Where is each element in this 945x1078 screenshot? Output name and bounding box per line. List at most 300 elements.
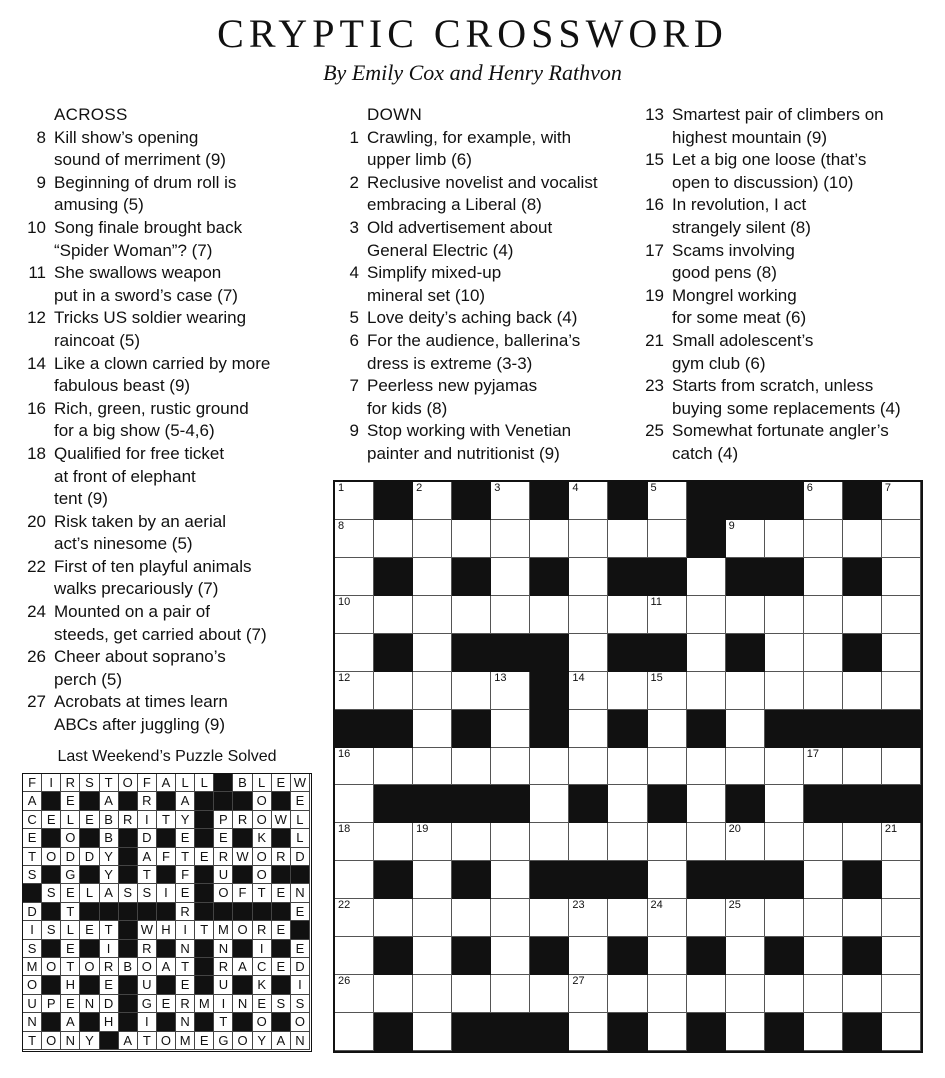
grid-cell[interactable] — [335, 558, 374, 596]
clue-text-line: for kids (8) — [367, 398, 448, 418]
grid-cell[interactable] — [569, 748, 608, 786]
grid-cell[interactable] — [335, 520, 374, 558]
solution-cell: E — [195, 1032, 214, 1050]
grid-cell[interactable] — [491, 482, 530, 520]
solution-block — [272, 940, 291, 958]
clue-text-line: Acrobats at times learn — [54, 692, 228, 712]
grid-cell[interactable] — [765, 975, 804, 1013]
grid-cell[interactable] — [530, 748, 569, 786]
solution-cell: O — [253, 792, 272, 810]
grid-cell[interactable] — [882, 558, 921, 596]
clue-text-line: Stop working with Venetian — [367, 421, 572, 441]
grid-cell[interactable] — [413, 672, 452, 710]
last-weekend-title: Last Weekend’s Puzzle Solved — [57, 748, 277, 765]
solution-cell: D — [138, 829, 157, 847]
clue-across-27 — [22, 691, 312, 736]
grid-block — [374, 482, 413, 520]
grid-cell[interactable] — [452, 823, 491, 861]
grid-cell[interactable] — [726, 937, 765, 975]
grid-cell[interactable] — [413, 482, 452, 520]
solution-cell: C — [253, 958, 272, 976]
clue-across-8 — [22, 127, 312, 172]
grid-cell[interactable] — [413, 861, 452, 899]
cell-number: 22 — [338, 899, 351, 912]
grid-block — [726, 861, 765, 899]
grid-block — [765, 710, 804, 748]
grid-cell[interactable] — [608, 785, 647, 823]
grid-cell[interactable] — [687, 899, 726, 937]
grid-block — [608, 937, 647, 975]
solution-cell: R — [61, 774, 80, 792]
clue-text-line: strangely silent (8) — [672, 217, 811, 237]
solution-cell: D — [23, 903, 42, 921]
solution-block — [119, 792, 138, 810]
solution-cell: D — [291, 958, 310, 976]
grid-cell[interactable] — [374, 672, 413, 710]
grid-cell[interactable] — [413, 748, 452, 786]
grid-cell[interactable] — [687, 596, 726, 634]
solution-cell: I — [253, 940, 272, 958]
grid-cell[interactable] — [452, 748, 491, 786]
solution-cell: N — [176, 940, 195, 958]
cell-number: 16 — [338, 747, 351, 760]
solution-cell: E — [61, 792, 80, 810]
clue-text-line: Kill show’s opening — [54, 127, 199, 147]
grid-cell[interactable] — [335, 785, 374, 823]
grid-block — [452, 937, 491, 975]
grid-cell[interactable] — [648, 482, 687, 520]
grid-cell[interactable] — [413, 710, 452, 748]
grid-cell[interactable] — [804, 975, 843, 1013]
clue-text-line: put in a sword’s case (7) — [54, 285, 238, 305]
clue-down_a-5 — [335, 307, 635, 330]
grid-cell[interactable] — [687, 558, 726, 596]
grid-cell[interactable] — [765, 520, 804, 558]
solution-cell: R — [176, 995, 195, 1013]
clue-down_a-9 — [335, 420, 635, 465]
solution-cell: A — [100, 884, 119, 902]
grid-cell[interactable] — [491, 672, 530, 710]
solution-cell: M — [214, 921, 233, 939]
solution-block — [233, 829, 252, 847]
solution-block — [119, 866, 138, 884]
solution-cell: T — [157, 811, 176, 829]
solution-cell: G — [214, 1032, 233, 1050]
grid-cell[interactable] — [491, 520, 530, 558]
grid-cell[interactable] — [726, 710, 765, 748]
grid-cell[interactable] — [374, 899, 413, 937]
grid-cell[interactable] — [648, 899, 687, 937]
grid-cell[interactable] — [491, 710, 530, 748]
grid-cell[interactable] — [335, 634, 374, 672]
grid-cell[interactable] — [804, 937, 843, 975]
clue-text-line: dress is extreme (3-3) — [367, 353, 533, 373]
grid-cell[interactable] — [648, 823, 687, 861]
solution-block — [233, 1013, 252, 1031]
clue-number: 22 — [27, 556, 46, 576]
clue-text-line: Simplify mixed-up — [367, 263, 502, 283]
solution-cell: R — [233, 811, 252, 829]
grid-cell[interactable] — [569, 520, 608, 558]
solution-block — [195, 940, 214, 958]
grid-block — [726, 558, 765, 596]
grid-cell[interactable] — [374, 596, 413, 634]
clue-text-line: Mounted on a pair of — [54, 602, 210, 622]
grid-cell[interactable] — [687, 823, 726, 861]
grid-cell[interactable] — [608, 596, 647, 634]
solution-cell: E — [214, 829, 233, 847]
grid-cell[interactable] — [530, 785, 569, 823]
clue-text-line: embracing a Liberal (8) — [367, 195, 542, 215]
grid-cell[interactable] — [882, 634, 921, 672]
clue-number: 3 — [349, 217, 359, 237]
grid-cell[interactable] — [648, 861, 687, 899]
grid-cell[interactable] — [569, 710, 608, 748]
grid-cell[interactable] — [804, 899, 843, 937]
solution-cell: O — [214, 884, 233, 902]
grid-cell[interactable] — [843, 823, 882, 861]
solution-cell: Y — [80, 1032, 99, 1050]
grid-cell[interactable] — [569, 899, 608, 937]
grid-cell[interactable] — [882, 1013, 921, 1051]
grid-block — [608, 861, 647, 899]
solution-cell: K — [253, 976, 272, 994]
solution-cell: M — [195, 995, 214, 1013]
grid-cell[interactable] — [569, 596, 608, 634]
clue-text-line: sound of merriment (9) — [54, 150, 226, 170]
grid-cell[interactable] — [452, 975, 491, 1013]
grid-cell[interactable] — [413, 558, 452, 596]
grid-cell[interactable] — [687, 672, 726, 710]
clue-across-12 — [22, 307, 312, 352]
grid-cell[interactable] — [726, 899, 765, 937]
grid-cell[interactable] — [648, 937, 687, 975]
grid-cell[interactable] — [335, 823, 374, 861]
grid-cell[interactable] — [765, 823, 804, 861]
grid-cell[interactable] — [882, 596, 921, 634]
solution-cell: R — [214, 958, 233, 976]
grid-cell[interactable] — [843, 748, 882, 786]
solution-cell: R — [253, 921, 272, 939]
solution-block — [195, 811, 214, 829]
grid-cell[interactable] — [804, 634, 843, 672]
grid-cell[interactable] — [687, 748, 726, 786]
solution-cell: N — [291, 884, 310, 902]
solution-cell: E — [157, 995, 176, 1013]
clue-text-line: “Spider Woman”? (7) — [54, 240, 213, 260]
grid-cell[interactable] — [765, 634, 804, 672]
grid-cell[interactable] — [843, 975, 882, 1013]
grid-cell[interactable] — [843, 520, 882, 558]
grid-cell[interactable] — [882, 899, 921, 937]
clue-text-line: Beginning of drum roll is — [54, 172, 237, 192]
grid-cell[interactable] — [804, 672, 843, 710]
grid-cell[interactable] — [491, 975, 530, 1013]
solution-block — [195, 792, 214, 810]
grid-cell[interactable] — [491, 558, 530, 596]
grid-cell[interactable] — [569, 482, 608, 520]
grid-cell[interactable] — [843, 672, 882, 710]
grid-cell[interactable] — [374, 823, 413, 861]
grid-cell[interactable] — [335, 748, 374, 786]
grid-cell[interactable] — [804, 861, 843, 899]
grid-cell[interactable] — [530, 823, 569, 861]
solution-cell: A — [272, 1032, 291, 1050]
cell-number: 20 — [728, 823, 741, 836]
solution-cell: T — [195, 921, 214, 939]
solution-cell: E — [291, 792, 310, 810]
grid-cell[interactable] — [804, 482, 843, 520]
clue-text-line: Cheer about soprano’s — [54, 647, 226, 667]
grid-cell[interactable] — [648, 1013, 687, 1051]
grid-cell[interactable] — [569, 672, 608, 710]
grid-cell[interactable] — [335, 899, 374, 937]
grid-cell[interactable] — [452, 520, 491, 558]
solution-cell: I — [42, 774, 61, 792]
grid-block — [804, 710, 843, 748]
grid-cell[interactable] — [608, 748, 647, 786]
grid-cell[interactable] — [374, 520, 413, 558]
grid-cell[interactable] — [413, 823, 452, 861]
clue-number: 25 — [645, 421, 664, 441]
solution-cell: F — [23, 774, 42, 792]
grid-cell[interactable] — [804, 1013, 843, 1051]
grid-cell[interactable] — [608, 823, 647, 861]
grid-cell[interactable] — [491, 596, 530, 634]
grid-cell[interactable] — [491, 823, 530, 861]
grid-cell[interactable] — [413, 634, 452, 672]
grid-cell[interactable] — [843, 596, 882, 634]
grid-cell[interactable] — [491, 899, 530, 937]
solution-cell: E — [272, 884, 291, 902]
grid-cell[interactable] — [765, 899, 804, 937]
solution-block — [42, 1013, 61, 1031]
grid-cell[interactable] — [569, 634, 608, 672]
solution-cell: G — [138, 995, 157, 1013]
clue-number: 12 — [27, 308, 46, 328]
grid-cell[interactable] — [648, 975, 687, 1013]
grid-cell[interactable] — [726, 672, 765, 710]
grid-cell[interactable] — [726, 1013, 765, 1051]
grid-cell[interactable] — [648, 748, 687, 786]
solution-block — [272, 829, 291, 847]
grid-cell[interactable] — [530, 520, 569, 558]
grid-cell[interactable] — [804, 748, 843, 786]
grid-cell[interactable] — [569, 937, 608, 975]
puzzle-byline: By Emily Cox and Henry Rathvon — [323, 60, 622, 85]
grid-cell[interactable] — [843, 899, 882, 937]
grid-cell[interactable] — [687, 634, 726, 672]
grid-block — [452, 1013, 491, 1051]
solution-cell: N — [23, 1013, 42, 1031]
grid-cell[interactable] — [882, 482, 921, 520]
clue-across-18 — [22, 443, 312, 511]
clue-down_a-7 — [335, 375, 635, 420]
grid-block — [843, 861, 882, 899]
clue-number: 2 — [349, 172, 359, 192]
solution-block — [272, 976, 291, 994]
grid-cell[interactable] — [726, 975, 765, 1013]
grid-cell[interactable] — [804, 520, 843, 558]
grid-cell[interactable] — [648, 596, 687, 634]
grid-cell[interactable] — [491, 748, 530, 786]
grid-cell[interactable] — [648, 520, 687, 558]
grid-cell[interactable] — [530, 975, 569, 1013]
solution-block — [42, 976, 61, 994]
grid-cell[interactable] — [882, 937, 921, 975]
down-clues-1 — [335, 104, 635, 466]
grid-cell[interactable] — [882, 861, 921, 899]
clue-across-11 — [22, 262, 312, 307]
clue-down_a-1 — [335, 127, 635, 172]
grid-block — [765, 937, 804, 975]
grid-cell[interactable] — [413, 596, 452, 634]
crossword-grid[interactable] — [333, 480, 923, 1053]
grid-cell[interactable] — [608, 672, 647, 710]
grid-cell[interactable] — [804, 823, 843, 861]
solution-cell: E — [61, 995, 80, 1013]
solution-block — [80, 1013, 99, 1031]
solution-cell: I — [214, 995, 233, 1013]
grid-cell[interactable] — [335, 1013, 374, 1051]
grid-cell[interactable] — [765, 672, 804, 710]
clue-number: 21 — [645, 330, 664, 350]
clue-across-16 — [22, 398, 312, 443]
grid-cell[interactable] — [726, 748, 765, 786]
grid-cell[interactable] — [335, 596, 374, 634]
grid-cell[interactable] — [648, 710, 687, 748]
solution-block — [119, 848, 138, 866]
grid-cell[interactable] — [335, 861, 374, 899]
grid-block — [530, 672, 569, 710]
solution-cell: A — [233, 958, 252, 976]
solution-block — [272, 903, 291, 921]
across-clues — [22, 104, 312, 737]
grid-cell[interactable] — [608, 899, 647, 937]
grid-cell[interactable] — [530, 596, 569, 634]
solution-cell: T — [23, 1032, 42, 1050]
grid-cell[interactable] — [882, 748, 921, 786]
grid-cell[interactable] — [804, 596, 843, 634]
clue-text-line: Somewhat fortunate angler’s — [672, 421, 889, 441]
clue-number: 7 — [349, 376, 359, 396]
grid-cell[interactable] — [452, 899, 491, 937]
solution-cell: O — [138, 958, 157, 976]
grid-cell[interactable] — [374, 748, 413, 786]
grid-cell[interactable] — [765, 748, 804, 786]
grid-cell[interactable] — [648, 672, 687, 710]
solution-block — [119, 976, 138, 994]
solution-cell: U — [214, 866, 233, 884]
clue-number: 13 — [645, 105, 664, 124]
cell-number: 17 — [806, 747, 820, 760]
clue-text-line: Old advertisement about — [367, 217, 553, 237]
grid-cell[interactable] — [882, 975, 921, 1013]
clue-text-line: ABCs after juggling (9) — [54, 715, 226, 735]
grid-cell[interactable] — [687, 785, 726, 823]
grid-block — [726, 634, 765, 672]
cell-number: 5 — [650, 482, 657, 494]
grid-cell[interactable] — [452, 596, 491, 634]
solution-cell: B — [233, 774, 252, 792]
solution-cell: T — [176, 958, 195, 976]
grid-cell[interactable] — [569, 558, 608, 596]
solution-block — [195, 884, 214, 902]
grid-cell[interactable] — [530, 899, 569, 937]
clue-number: 8 — [36, 127, 46, 147]
grid-cell[interactable] — [569, 1013, 608, 1051]
grid-cell[interactable] — [765, 785, 804, 823]
grid-cell[interactable] — [726, 823, 765, 861]
grid-cell[interactable] — [335, 975, 374, 1013]
grid-block — [452, 634, 491, 672]
cell-number: 1 — [338, 482, 345, 494]
solution-cell: R — [272, 848, 291, 866]
grid-cell[interactable] — [765, 596, 804, 634]
solution-cell: M — [23, 958, 42, 976]
clue-text-line: Risk taken by an aerial — [54, 511, 226, 531]
solution-block — [42, 829, 61, 847]
grid-cell[interactable] — [413, 899, 452, 937]
grid-cell[interactable] — [569, 975, 608, 1013]
solution-cell: O — [42, 848, 61, 866]
solution-block — [195, 976, 214, 994]
solution-block — [157, 866, 176, 884]
grid-block — [726, 785, 765, 823]
solution-cell: W — [138, 921, 157, 939]
clue-down_a-6 — [335, 330, 635, 375]
solution-cell: B — [100, 811, 119, 829]
grid-cell[interactable] — [335, 937, 374, 975]
grid-block — [374, 861, 413, 899]
grid-block — [648, 558, 687, 596]
grid-cell[interactable] — [726, 520, 765, 558]
grid-block — [569, 785, 608, 823]
grid-cell[interactable] — [882, 672, 921, 710]
grid-cell[interactable] — [413, 975, 452, 1013]
grid-cell[interactable] — [413, 520, 452, 558]
grid-cell[interactable] — [491, 937, 530, 975]
solution-block — [214, 774, 233, 792]
grid-cell[interactable] — [882, 823, 921, 861]
clue-number: 6 — [349, 330, 359, 350]
grid-cell[interactable] — [374, 975, 413, 1013]
grid-cell[interactable] — [804, 558, 843, 596]
cell-number: 27 — [572, 975, 585, 988]
solution-cell: L — [195, 774, 214, 792]
grid-cell[interactable] — [726, 596, 765, 634]
clue-number: 1 — [349, 127, 359, 147]
grid-cell[interactable] — [687, 975, 726, 1013]
solution-cell: K — [253, 829, 272, 847]
grid-cell[interactable] — [413, 937, 452, 975]
grid-cell[interactable] — [413, 1013, 452, 1051]
solution-cell: U — [138, 976, 157, 994]
solution-block — [272, 792, 291, 810]
solution-cell: E — [100, 976, 119, 994]
grid-block — [843, 1013, 882, 1051]
clue-number: 16 — [645, 195, 664, 215]
grid-cell[interactable] — [608, 975, 647, 1013]
clue-text-line: gym club (6) — [672, 353, 766, 373]
grid-cell[interactable] — [452, 672, 491, 710]
grid-cell[interactable] — [335, 672, 374, 710]
grid-cell[interactable] — [335, 482, 374, 520]
grid-cell[interactable] — [882, 520, 921, 558]
grid-cell[interactable] — [569, 823, 608, 861]
grid-cell[interactable] — [608, 520, 647, 558]
grid-cell[interactable] — [491, 861, 530, 899]
